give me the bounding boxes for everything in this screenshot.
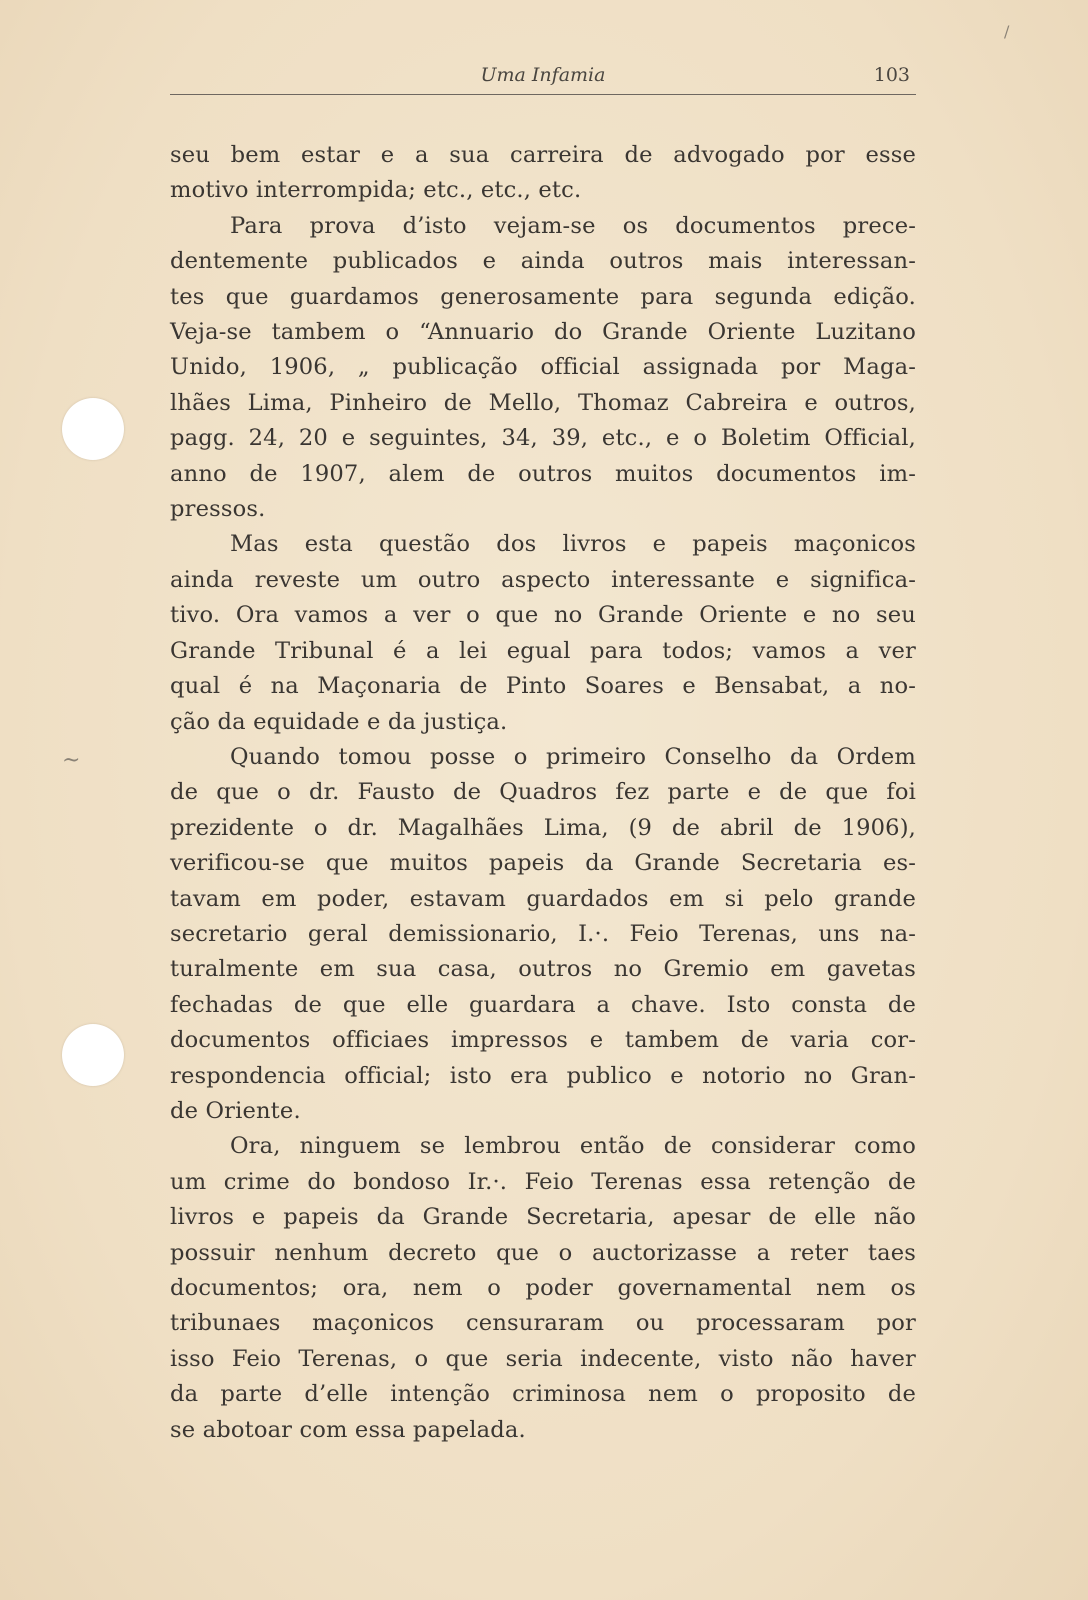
binding-hole-bottom [62,1024,124,1086]
text-line: de que o dr. Fausto de Quadros fez parte e de que foi [170,779,916,806]
text-line: se abotoar com essa papelada. [170,1416,526,1443]
text-line: prezidente o dr. Magalhães Lima, (9 de abril de 1906), [170,814,916,841]
running-title: Uma Infamia [480,64,606,86]
page-header [170,62,916,95]
text-line: Ora, ninguem se lembrou então de considerar como [230,1133,916,1160]
text-line: da parte d’elle intenção criminosa nem o proposito de [170,1381,916,1408]
text-line: pagg. 24, 20 e seguintes, 34, 39, etc., e o Boletim Official, [170,425,916,452]
text-line: ção da equidade e da justiça. [170,708,508,735]
text-line: turalmente em sua casa, outros no Gremio em gavetas [170,956,916,983]
text-line: Para prova d’isto vejam-se os documentos prece- [230,212,916,239]
text-line: de Oriente. [170,1097,301,1124]
text-line: dentemente publicados e ainda outros mais interessan- [170,248,916,275]
text-line: documentos; ora, nem o poder governamental nem os [170,1275,916,1301]
text-line: secretario geral demissionario, I.·. Feio Terenas, uns na- [170,920,916,947]
text-line: tribunaes maçonicos censuraram ou processaram por [170,1310,916,1337]
text-line: um crime do bondoso Ir.·. Feio Terenas essa retenção de [170,1168,916,1195]
text-line: Veja-se tambem o “Annuario do Grande Oriente Luzitano [170,319,916,346]
text-line: livros e papeis da Grande Secretaria, apesar de elle não [170,1204,916,1231]
text-line: verificou-se que muitos papeis da Grande Secretaria es- [170,850,916,877]
text-line: Grande Tribunal é a lei egual para todos; vamos a ver [170,637,916,664]
body-text [170,138,916,1448]
text-line: fechadas de que elle guardara a chave. Isto consta de [170,991,916,1018]
text-line: lhães Lima, Pinheiro de Mello, Thomaz Cabreira e outros, [170,389,916,416]
text-line: pressos. [170,496,266,523]
corner-mark-icon: / [1004,22,1010,41]
text-line: tes que guardamos generosamente para segunda edição. [170,283,916,310]
text-line: documentos officiaes impressos e tambem de varia cor- [170,1027,916,1054]
page-number: 103 [873,64,910,86]
text-line: Quando tomou posse o primeiro Conselho da Ordem [230,743,916,770]
text-line: isso Feio Terenas, o que seria indecente, visto não haver [170,1345,916,1372]
binding-hole-top [62,398,124,460]
text-line: seu bem estar e a sua carreira de advogado por esse [170,142,916,168]
text-line: motivo interrompida; etc., etc., etc. [170,177,582,204]
margin-mark-icon: ~ [62,748,81,773]
text-line: anno de 1907, alem de outros muitos documentos im- [170,460,916,487]
text-line: respondencia official; isto era publico e notorio no Gran- [170,1062,916,1089]
text-line: possuir nenhum decreto que o auctorizasse a reter taes [170,1239,916,1266]
text-line: tivo. Ora vamos a ver o que no Grande Oriente e no seu [170,602,916,629]
text-line: tavam em poder, estavam guardados em si pelo grande [170,885,916,912]
text-line: ainda reveste um outro aspecto interessante e significa- [170,566,916,593]
text-line: Unido, 1906, „ publicação official assignada por Maga- [170,354,916,381]
text-line: qual é na Maçonaria de Pinto Soares e Bensabat, a no- [170,673,916,700]
text-line: Mas esta questão dos livros e papeis maçonicos [230,531,916,558]
